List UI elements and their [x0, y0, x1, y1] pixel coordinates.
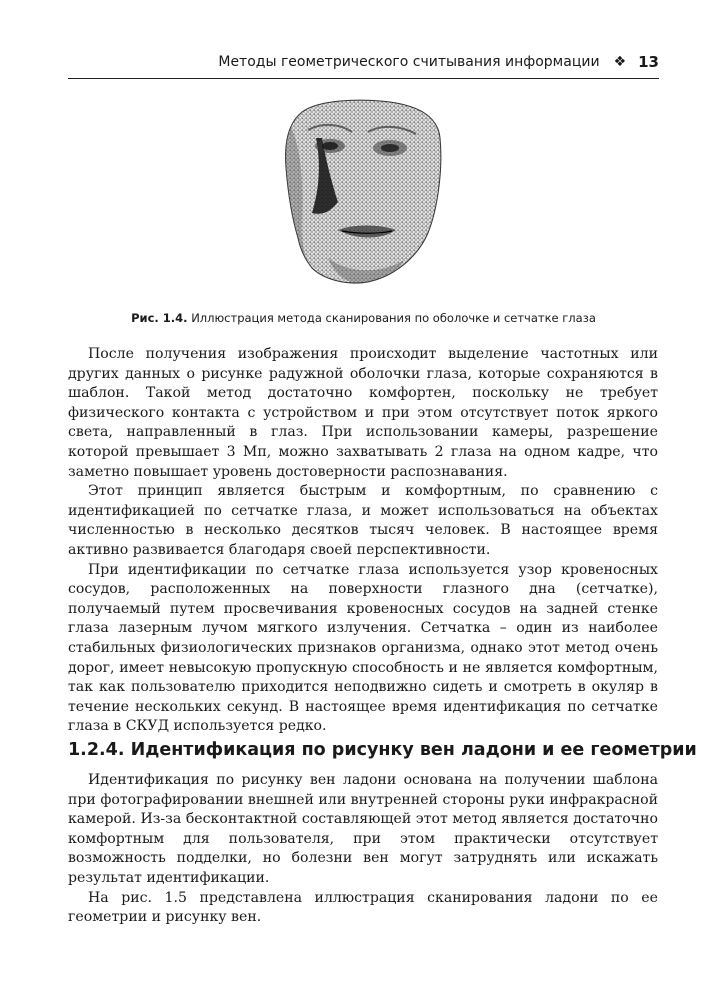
running-title: Методы геометрического считывания информации [218, 54, 600, 70]
paragraph: После получения изображения происходит выделение частотных или других данных о рисунке радужной оболочки глаза, которые сохраняются в шаблон. Такой метод достаточно комфортен, поскольку не требует физического контакта с устройством и при этом отсутствует поток яркого света, направленный в глаз. При использовании камеры, разрешение которой превышает 3 Мп, можно захватывать 2 глаза на одном кадре, что заметно повышает уровень достоверности распознавания. [68, 346, 658, 480]
running-header [68, 50, 659, 79]
face-mesh-illustration [278, 98, 448, 288]
paragraph: Этот принцип является быстрым и комфортным, по сравнению с идентификацией по сетчатке глаза, и может использоваться на объектах численностью в несколько десятков тысяч человек. В настоящее время активно развивается благодаря своей перспективности. [68, 483, 658, 558]
ornament-separator: ❖ [613, 54, 627, 70]
figure-caption [68, 310, 659, 326]
body-text-lower [68, 771, 658, 928]
section-heading: 1.2.4. Идентификация по рисунку вен ладони и ее геометрии [68, 740, 697, 760]
paragraph: При идентификации по сетчатке глаза используется узор кровеносных сосудов, расположенных на поверхности глазного дна (сетчатке), получаемый путем просвечивания кровеносных сосудов на задней стенке глаза лазерным лучом мягкого излучения. Сетчатка – один из наиболее стабильных физиологических признаков организма, однако этот метод очень дорог, имеет невысокую пропускную способность и не является комфортным, так как пользователю приходится неподвижно сидеть и смотреть в окуляр в течение нескольких секунд. В настоящее время идентификация по сетчатке глаза в СКУД используется редко. [68, 561, 658, 735]
body-text-upper [68, 345, 658, 737]
figure-caption-text: Иллюстрация метода сканирования по оболочке и сетчатке глаза [191, 311, 596, 325]
page-number: 13 [638, 53, 659, 71]
paragraph: Идентификация по рисунку вен ладони основана на получении шаблона при фотографировании внешней или внутренней стороны руки инфракрасной камерой. Из-за бесконтактной составляющей этот метод является достаточно комфортным для пользователя, при этом практически отсутствует возможность подделки, но болезни вен могут затруднять или искажать результат идентификации. [68, 772, 658, 886]
figure-label: Рис. 1.4. [131, 311, 188, 325]
figure-face-mesh [278, 98, 448, 288]
paragraph: На рис. 1.5 представлена иллюстрация сканирования ладони по ее геометрии и рисунку вен. [68, 889, 658, 926]
